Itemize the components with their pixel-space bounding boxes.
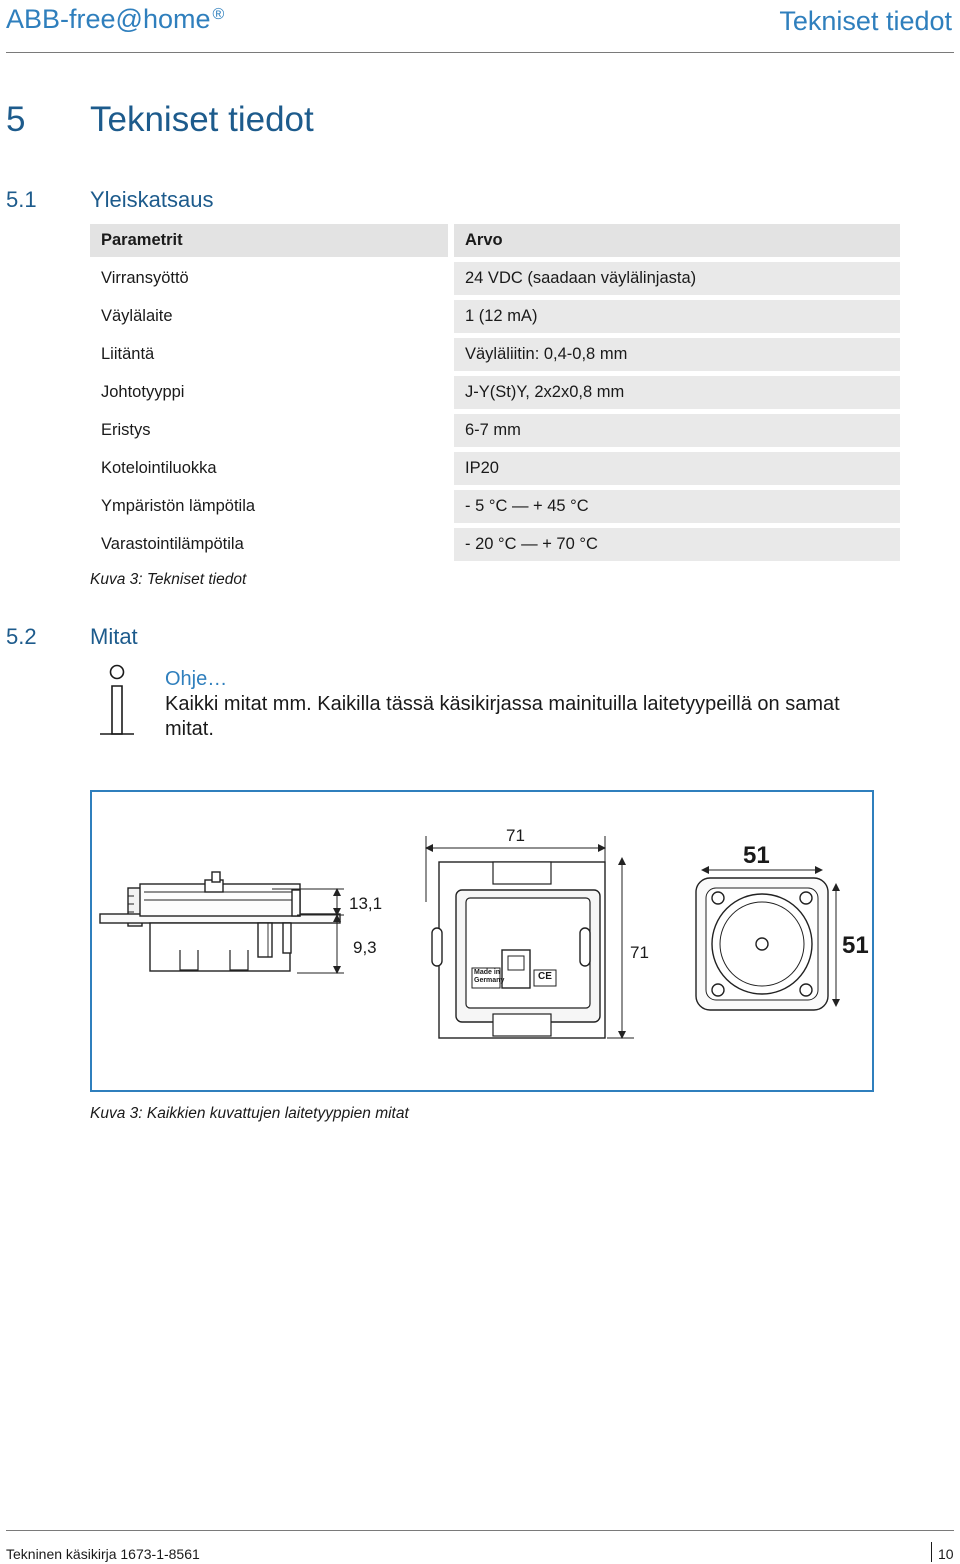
param-cell: Väylälaite bbox=[90, 300, 448, 333]
value-cell: - 20 °C — + 70 °C bbox=[454, 528, 900, 561]
value-cell: 24 VDC (saadaan väylälinjasta) bbox=[454, 262, 900, 295]
dimension-drawing bbox=[92, 792, 872, 1090]
front-view bbox=[432, 862, 605, 1038]
dim-label-cover-height: 51 bbox=[842, 932, 869, 959]
dim-label-depth-lower: 9,3 bbox=[353, 938, 377, 957]
registered-mark: ® bbox=[212, 6, 225, 23]
column-header-parameters: Parametrit bbox=[90, 224, 448, 257]
tech-data-table bbox=[90, 224, 900, 566]
ce-mark: CE bbox=[538, 971, 552, 982]
table-row bbox=[90, 452, 900, 485]
param-cell: Eristys bbox=[90, 414, 448, 447]
footer-divider bbox=[6, 1530, 954, 1531]
note-title: Ohje… bbox=[165, 668, 228, 690]
section-heading-dimensions: 5.2 Mitat bbox=[6, 624, 138, 649]
footer-manual-id: Tekninen käsikirja 1673-1-8561 bbox=[6, 1546, 200, 1562]
page-number: 10 bbox=[938, 1546, 954, 1562]
dim-label-depth-upper: 13,1 bbox=[349, 894, 383, 913]
value-cell: Väyläliitin: 0,4-0,8 mm bbox=[454, 338, 900, 371]
section-heading-overview: 5.1 Yleiskatsaus bbox=[6, 187, 214, 212]
table-row bbox=[90, 414, 900, 447]
side-view bbox=[100, 872, 340, 971]
param-cell: Kotelointiluokka bbox=[90, 452, 448, 485]
header-divider bbox=[6, 52, 954, 53]
chapter-title: Tekniset tiedot bbox=[90, 100, 314, 139]
dim-label-total-height: 71 bbox=[630, 943, 649, 962]
chapter-heading bbox=[6, 100, 314, 140]
table-row bbox=[90, 528, 900, 561]
value-cell: 6-7 mm bbox=[454, 414, 900, 447]
chapter-number: 5 bbox=[6, 100, 26, 139]
dim-label-total-width: 71 bbox=[506, 826, 525, 845]
info-icon bbox=[96, 664, 138, 740]
value-cell: J-Y(St)Y, 2x2x0,8 mm bbox=[454, 376, 900, 409]
cover-view bbox=[696, 878, 828, 1010]
param-cell: Liitäntä bbox=[90, 338, 448, 371]
table-row bbox=[90, 300, 900, 333]
param-cell: Varastointilämpötila bbox=[90, 528, 448, 561]
param-cell: Ympäristön lämpötila bbox=[90, 490, 448, 523]
table-row bbox=[90, 338, 900, 371]
column-header-value: Arvo bbox=[454, 224, 900, 257]
header-section-title: Tekniset tiedot bbox=[779, 6, 952, 36]
value-cell: IP20 bbox=[454, 452, 900, 485]
param-cell: Johtotyyppi bbox=[90, 376, 448, 409]
table-header-row bbox=[90, 224, 900, 257]
table-row bbox=[90, 490, 900, 523]
note-text: Kaikki mitat mm. Kaikilla tässä käsikirjassa mainituilla laitetyypeillä on samat mitat. bbox=[165, 693, 840, 740]
value-cell: - 5 °C — + 45 °C bbox=[454, 490, 900, 523]
table-caption: Kuva 3: Tekniset tiedot bbox=[90, 571, 247, 588]
figure-caption: Kuva 3: Kaikkien kuvattujen laitetyyppien mitat bbox=[90, 1105, 409, 1122]
table-row bbox=[90, 262, 900, 295]
dimension-drawing-frame bbox=[90, 790, 874, 1092]
param-cell: Virransyöttö bbox=[90, 262, 448, 295]
value-cell: 1 (12 mA) bbox=[454, 300, 900, 333]
footer-separator bbox=[931, 1542, 932, 1562]
dim-label-cover-width: 51 bbox=[743, 842, 770, 869]
table-row bbox=[90, 376, 900, 409]
made-in-label: Made in Germany bbox=[474, 969, 505, 984]
header-brand: ABB-free@home ® bbox=[6, 4, 225, 34]
